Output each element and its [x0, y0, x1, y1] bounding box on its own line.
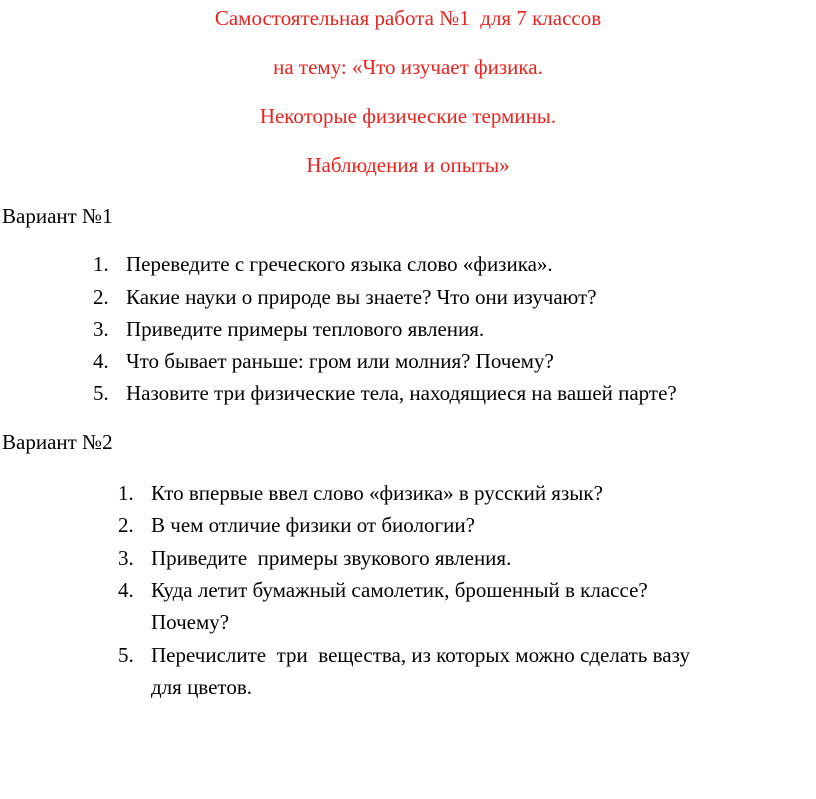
- list-item: [118, 477, 808, 509]
- item-text: Что бывает раньше: гром или молния? Почему?: [126, 349, 554, 373]
- item-text: Переведите с греческого языка слово «физика».: [126, 252, 553, 276]
- list-item: [93, 345, 793, 377]
- item-text-continuation: Почему?: [151, 610, 230, 634]
- item-number: 5.: [93, 381, 109, 405]
- item-number: 1.: [118, 481, 134, 505]
- title-line-4: Наблюдения и опыты»: [306, 153, 510, 177]
- item-number: 3.: [93, 317, 109, 341]
- item-text: Приведите примеры звукового явления.: [151, 546, 512, 570]
- item-text: Какие науки о природе вы знаете? Что они изучают?: [126, 285, 597, 309]
- list-item: [118, 639, 808, 703]
- title-line-1: Самостоятельная работа №1 для 7 классов: [214, 6, 602, 30]
- item-text: В чем отличие физики от биологии?: [151, 513, 475, 537]
- list-item: [93, 313, 793, 345]
- item-text: Перечислите три вещества, из которых можно сделать вазу: [151, 643, 690, 667]
- variant-1-heading: Вариант №1: [2, 204, 113, 228]
- list-item: [118, 542, 808, 574]
- title-line-2: на тему: «Что изучает физика.: [273, 55, 543, 79]
- item-text: Назовите три физические тела, находящиеся на вашей парте?: [126, 381, 677, 405]
- item-text: Куда летит бумажный самолетик, брошенный в классе?: [151, 578, 648, 602]
- item-number: 1.: [93, 252, 109, 276]
- item-number: 4.: [118, 578, 134, 602]
- list-item: [118, 574, 808, 638]
- item-number: 3.: [118, 546, 134, 570]
- list-item: [93, 377, 793, 409]
- item-text: Кто впервые ввел слово «физика» в русский язык?: [151, 481, 603, 505]
- variant-2-heading: Вариант №2: [2, 430, 113, 454]
- list-item: [118, 509, 808, 541]
- item-text: Приведите примеры теплового явления.: [126, 317, 485, 341]
- item-number: 2.: [93, 285, 109, 309]
- item-number: 2.: [118, 513, 134, 537]
- list-item: [93, 281, 793, 313]
- list-item: [93, 248, 793, 280]
- title-line-3: Некоторые физические термины.: [259, 104, 557, 128]
- item-text-continuation: для цветов.: [151, 675, 252, 699]
- item-number: 4.: [93, 349, 109, 373]
- item-number: 5.: [118, 643, 134, 667]
